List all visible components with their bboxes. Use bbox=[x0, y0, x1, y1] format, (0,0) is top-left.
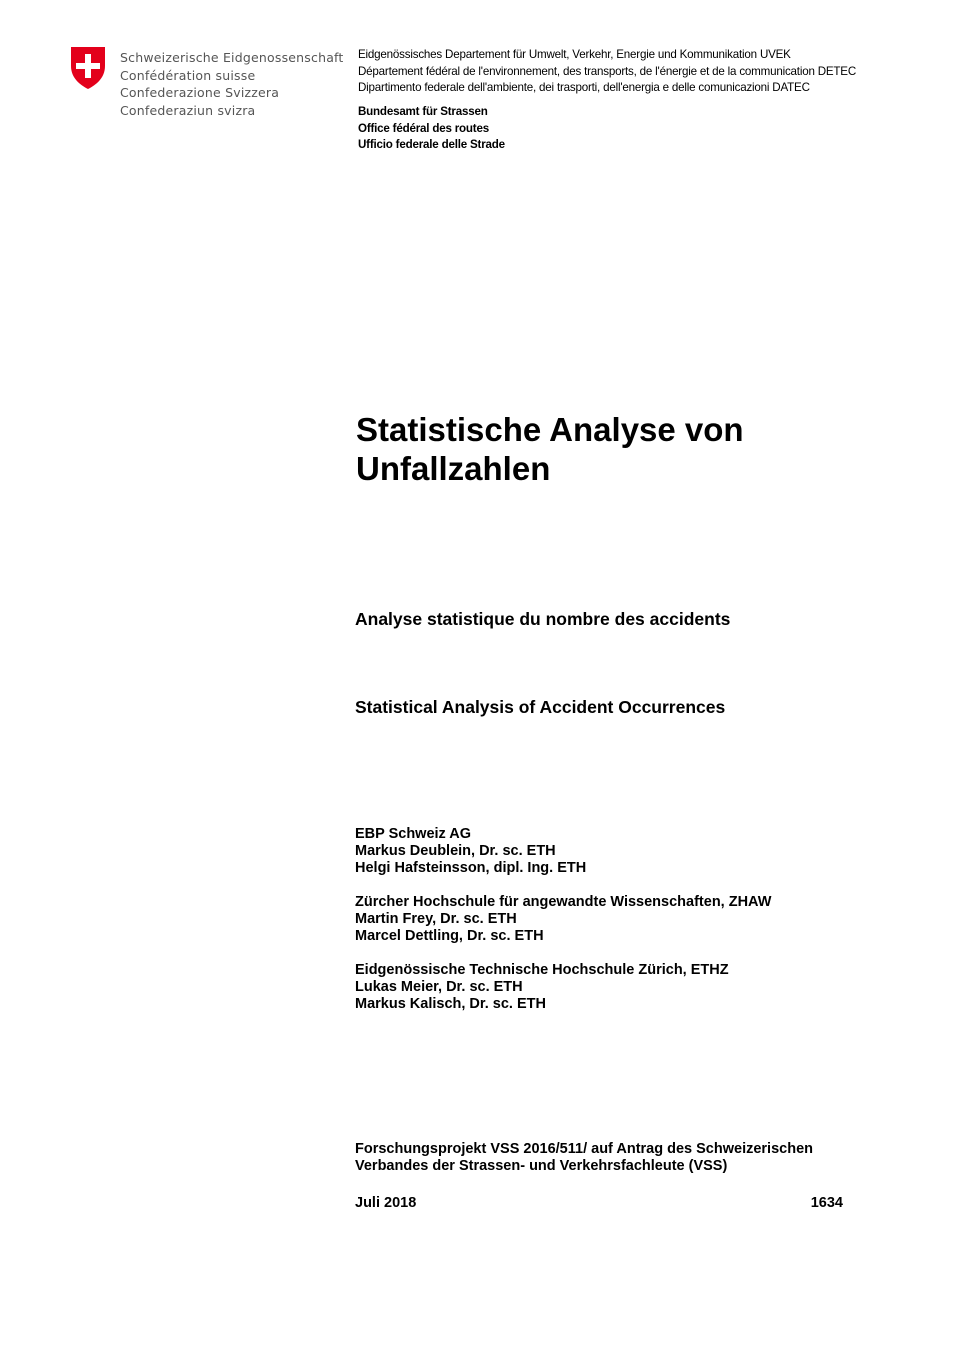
author-organization: Eidgenössische Technische Hochschule Zürich, ETHZ bbox=[355, 962, 729, 978]
research-project bbox=[355, 1141, 813, 1175]
office-names bbox=[358, 104, 505, 154]
project-line-1: Forschungsprojekt VSS 2016/511/ auf Antrag des Schweizerischen bbox=[355, 1141, 813, 1157]
author-name: Martin Frey, Dr. sc. ETH bbox=[355, 911, 517, 927]
author-name: Lukas Meier, Dr. sc. ETH bbox=[355, 979, 523, 995]
author-group bbox=[355, 962, 771, 1013]
office-de: Bundesamt für Strassen bbox=[358, 105, 488, 118]
department-it: Dipartimento federale dell'ambiente, dei trasporti, dell'energia e delle comunicazioni DATEC bbox=[358, 81, 810, 95]
confederation-it: Confederazione Svizzera bbox=[120, 85, 280, 100]
author-name: Marcel Dettling, Dr. sc. ETH bbox=[355, 928, 544, 944]
title-line-2: Unfallzahlen bbox=[356, 450, 551, 487]
title-line-1: Statistische Analyse von bbox=[356, 411, 744, 448]
office-it: Ufficio federale delle Strade bbox=[358, 138, 505, 152]
confederation-rm: Confederaziun svizra bbox=[120, 102, 256, 118]
author-organization: EBP Schweiz AG bbox=[355, 826, 472, 842]
department-names bbox=[358, 47, 856, 97]
report-number: 1634 bbox=[810, 1195, 843, 1211]
author-organization: Zürcher Hochschule für angewandte Wissenschaften, ZHAW bbox=[355, 894, 772, 910]
confederation-de: Schweizerische Eidgenossenschaft bbox=[120, 50, 344, 65]
subtitle-french: Analyse statistique du nombre des accidents bbox=[355, 609, 731, 629]
project-line-2: Verbandes der Strassen- und Verkehrsfachleute (VSS) bbox=[355, 1158, 728, 1174]
author-name: Markus Deublein, Dr. sc. ETH bbox=[355, 843, 556, 859]
department-de: Eidgenössisches Departement für Umwelt, Verkehr, Energie und Kommunikation UVEK bbox=[358, 48, 791, 61]
office-fr: Office fédéral des routes bbox=[358, 121, 489, 135]
authors-block bbox=[355, 826, 771, 1030]
swiss-coat-of-arms-icon bbox=[70, 46, 106, 90]
publication-date: Juli 2018 bbox=[355, 1195, 417, 1211]
author-name: Markus Kalisch, Dr. sc. ETH bbox=[355, 996, 546, 1012]
author-group bbox=[355, 894, 771, 945]
author-name: Helgi Hafsteinsson, dipl. Ing. ETH bbox=[355, 860, 587, 876]
department-fr: Département fédéral de l'environnement, des transports, de l'énergie et de la communication DETEC bbox=[358, 64, 856, 78]
document-title bbox=[356, 410, 876, 488]
confederation-fr: Confédération suisse bbox=[120, 67, 256, 83]
confederation-names bbox=[120, 49, 344, 119]
subtitle-english: Statistical Analysis of Accident Occurrences bbox=[355, 697, 726, 717]
author-group bbox=[355, 826, 771, 877]
